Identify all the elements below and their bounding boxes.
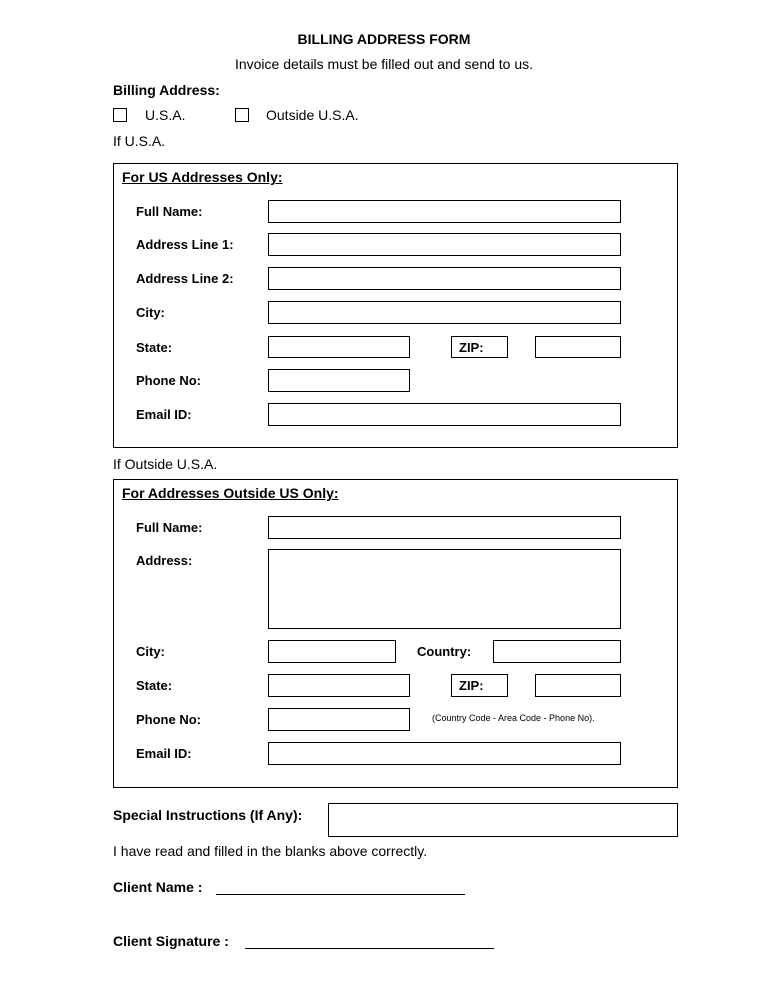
us-address-line1-field[interactable] bbox=[268, 233, 621, 256]
special-instructions-label: Special Instructions (If Any): bbox=[113, 807, 303, 823]
us-city-label: City: bbox=[136, 305, 165, 320]
outside-city-field[interactable] bbox=[268, 640, 396, 663]
form-subtitle: Invoice details must be filled out and send to us. bbox=[234, 56, 534, 72]
us-email-field[interactable] bbox=[268, 403, 621, 426]
us-phone-label: Phone No: bbox=[136, 373, 201, 388]
form-title: BILLING ADDRESS FORM bbox=[297, 31, 471, 47]
us-address-line1-label: Address Line 1: bbox=[136, 237, 234, 252]
outside-phone-note: (Country Code - Area Code - Phone No). bbox=[432, 713, 595, 723]
outside-state-label: State: bbox=[136, 678, 173, 693]
outside-address-field[interactable] bbox=[268, 549, 621, 629]
us-zip-field[interactable] bbox=[535, 336, 621, 358]
client-signature-line[interactable] bbox=[245, 934, 494, 949]
outside-section-heading: For Addresses Outside US Only: bbox=[122, 485, 339, 501]
outside-country-field[interactable] bbox=[493, 640, 621, 663]
us-zip-label: ZIP: bbox=[451, 336, 508, 358]
outside-email-label: Email ID: bbox=[136, 746, 192, 761]
us-address-line2-label: Address Line 2: bbox=[136, 271, 234, 286]
outside-city-label: City: bbox=[136, 644, 165, 659]
client-name-line[interactable] bbox=[216, 880, 465, 895]
outside-address-label: Address: bbox=[136, 553, 193, 568]
outside-email-field[interactable] bbox=[268, 742, 621, 765]
usa-checkbox-label: U.S.A. bbox=[145, 107, 186, 123]
special-instructions-field[interactable] bbox=[328, 803, 678, 837]
us-state-field[interactable] bbox=[268, 336, 410, 358]
client-signature-label: Client Signature : bbox=[113, 933, 229, 949]
confirmation-statement: I have read and filled in the blanks above correctly. bbox=[113, 843, 428, 859]
us-state-label: State: bbox=[136, 340, 173, 355]
outside-state-field[interactable] bbox=[268, 674, 410, 697]
outside-zip-label: ZIP: bbox=[451, 674, 508, 697]
us-section-intro: If U.S.A. bbox=[113, 133, 166, 149]
outside-section-intro: If Outside U.S.A. bbox=[113, 456, 218, 472]
billing-address-label: Billing Address: bbox=[113, 82, 220, 98]
outside-country-label: Country: bbox=[417, 644, 472, 659]
us-phone-field[interactable] bbox=[268, 369, 410, 392]
client-name-label: Client Name : bbox=[113, 879, 203, 895]
us-full-name-label: Full Name: bbox=[136, 204, 203, 219]
outside-phone-label: Phone No: bbox=[136, 712, 201, 727]
us-full-name-field[interactable] bbox=[268, 200, 621, 223]
usa-checkbox[interactable] bbox=[113, 108, 127, 122]
outside-zip-field[interactable] bbox=[535, 674, 621, 697]
us-city-field[interactable] bbox=[268, 301, 621, 324]
us-address-line2-field[interactable] bbox=[268, 267, 621, 290]
outside-usa-checkbox-label: Outside U.S.A. bbox=[266, 107, 359, 123]
us-section-heading: For US Addresses Only: bbox=[122, 169, 283, 185]
outside-phone-field[interactable] bbox=[268, 708, 410, 731]
outside-full-name-label: Full Name: bbox=[136, 520, 203, 535]
outside-usa-checkbox[interactable] bbox=[235, 108, 249, 122]
outside-full-name-field[interactable] bbox=[268, 516, 621, 539]
us-email-label: Email ID: bbox=[136, 407, 192, 422]
